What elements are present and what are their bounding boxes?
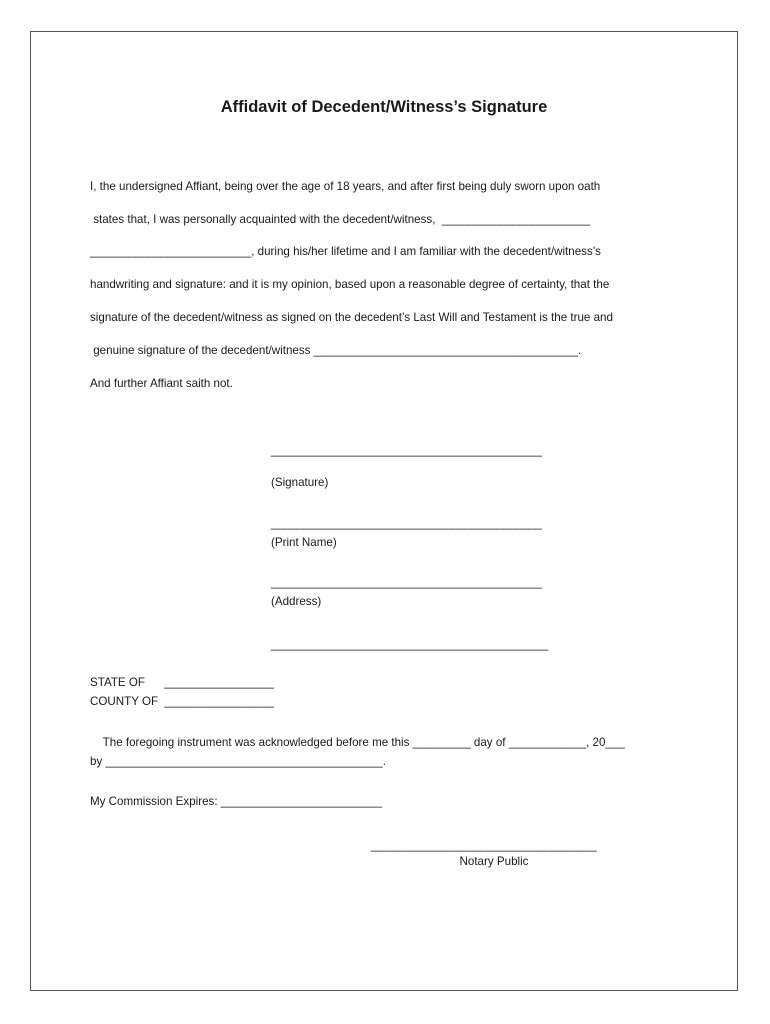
- body-line-6: genuine signature of the decedent/witness _________________________________________.: [90, 344, 582, 357]
- body-line-3: _________________________, during his/her lifetime and I am familiar with the decedent/witness’s: [90, 245, 601, 258]
- body-line-5: signature of the decedent/witness as signed on the decedent’s Last Will and Testament is the true and: [90, 311, 613, 324]
- acknowledgment-line-1: The foregoing instrument was acknowledged before me this _________ day of ____________, 20___: [90, 736, 625, 749]
- print-name-label: (Print Name): [271, 536, 337, 549]
- signature-blank: __________________________________________: [271, 444, 542, 457]
- acknowledgment-line-2: by ___________________________________________.: [90, 755, 386, 768]
- address-blank-2: ___________________________________________: [271, 638, 549, 651]
- body-line-2: states that, I was personally acquainted with the decedent/witness, _______________________: [90, 213, 591, 226]
- address-blank: __________________________________________: [271, 576, 542, 589]
- notary-public-label: Notary Public: [459, 855, 529, 868]
- body-line-1: I, the undersigned Affiant, being over the age of 18 years, and after first being duly sworn upon oath: [90, 180, 601, 193]
- state-of-line: STATE OF _________________: [90, 676, 274, 689]
- print-name-blank: __________________________________________: [271, 517, 542, 530]
- commission-expires-line: My Commission Expires: _________________________: [90, 795, 382, 808]
- signature-label: (Signature): [271, 476, 329, 489]
- county-of-line: COUNTY OF _________________: [90, 695, 275, 708]
- address-label: (Address): [271, 595, 322, 608]
- body-line-7: And further Affiant saith not.: [90, 377, 233, 390]
- body-line-4: handwriting and signature: and it is my opinion, based upon a reasonable degree of certainty, that the: [90, 278, 610, 291]
- document-page: [30, 31, 738, 991]
- document-title: Affidavit of Decedent/Witness’s Signature: [220, 98, 548, 116]
- notary-signature-blank: ___________________________________: [371, 839, 597, 852]
